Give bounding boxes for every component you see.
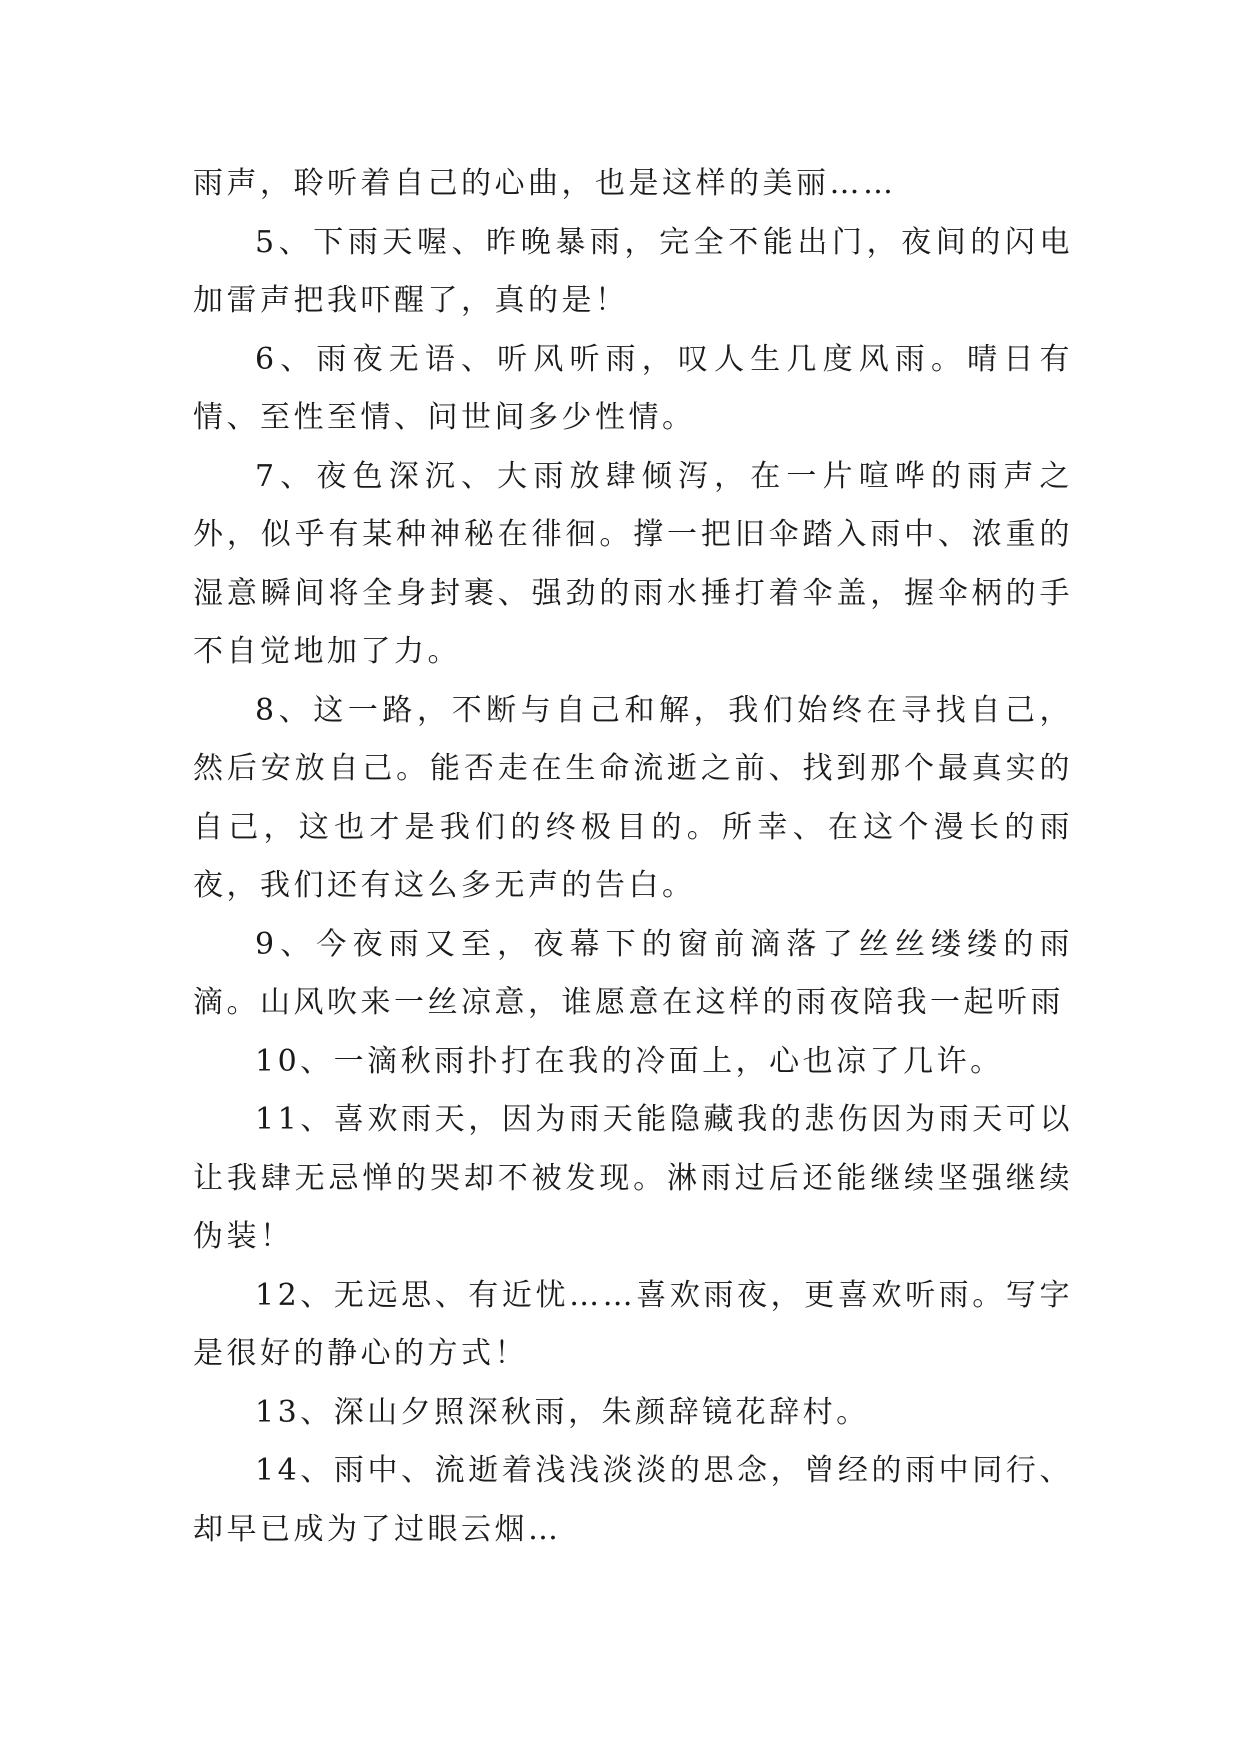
document-body xyxy=(193,155,1073,1559)
paragraph-item-11: 11、喜欢雨天，因为雨天能隐藏我的悲伤因为雨天可以让我肆无忌惮的哭却不被发现。淋雨过后还能继续坚强继续伪装！ xyxy=(193,1102,1073,1254)
paragraph-item-14: 14、雨中、流逝着浅浅淡淡的思念，曾经的雨中同行、却早已成为了过眼云烟… xyxy=(193,1453,1073,1547)
paragraph-item-9: 9、今夜雨又至，夜幕下的窗前滴落了丝丝缕缕的雨滴。山风吹来一丝凉意，谁愿意在这样的雨夜陪我一起听雨 xyxy=(193,926,1073,1020)
paragraph-continuation: 雨声，聆听着自己的心曲，也是这样的美丽…… xyxy=(193,166,897,201)
paragraph-item-8: 8、这一路，不断与自己和解，我们始终在寻找自己，然后安放自己。能否走在生命流逝之前、找到那个最真实的自己，这也才是我们的终极目的。所幸、在这个漫长的雨夜，我们还有这么多无声的告白。 xyxy=(193,692,1073,903)
paragraph-item-7: 7、夜色深沉、大雨放肆倾泻，在一片喧哗的雨声之外，似乎有某种神秘在徘徊。撑一把旧伞踏入雨中、浓重的湿意瞬间将全身封裹、强劲的雨水捶打着伞盖，握伞柄的手不自觉地加了力。 xyxy=(193,458,1073,669)
paragraph-item-6: 6、雨夜无语、听风听雨，叹人生几度风雨。晴日有情、至性至情、问世间多少性情。 xyxy=(193,341,1073,435)
paragraph-item-10: 10、一滴秋雨扑打在我的冷面上，心也凉了几许。 xyxy=(255,1043,1004,1079)
paragraph-item-13: 13、深山夕照深秋雨，朱颜辞镜花辞村。 xyxy=(255,1394,870,1430)
paragraph-item-12: 12、无远思、有近忧……喜欢雨夜，更喜欢听雨。写字是很好的静心的方式！ xyxy=(193,1277,1073,1371)
paragraph-item-5: 5、下雨天喔、昨晚暴雨，完全不能出门，夜间的闪电加雷声把我吓醒了，真的是！ xyxy=(193,224,1073,318)
